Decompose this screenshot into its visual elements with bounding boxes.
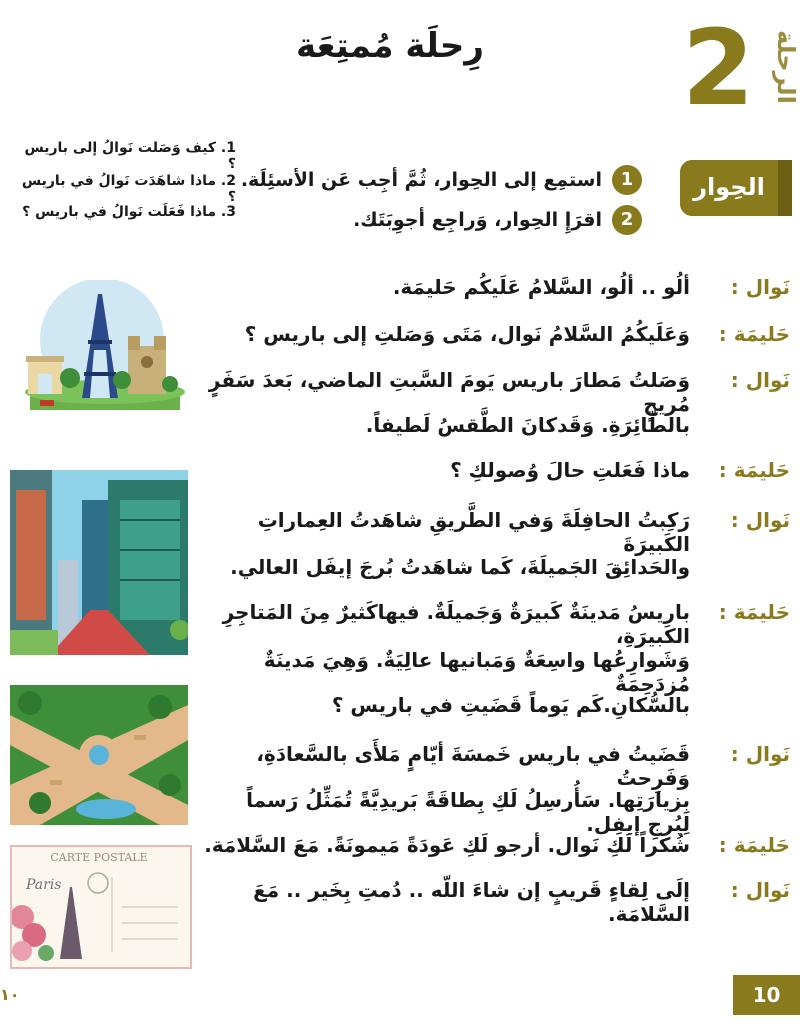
postcard-city: Paris [26,877,62,893]
dialogue-line: شُكراً لَكِ نَوال. أرجو لَكِ عَودَةً مَيمونَةً. مَعَ السَّلامَة. [204,833,690,857]
dialogue-line: وَصَلتُ مَطارَ باريس يَومَ السَّبتِ الماضي، بَعدَ سَفَرٍ مُريحٍ [208,368,690,416]
city-illustration [10,470,188,655]
park-illustration [10,685,188,825]
page-title: رِحلَة مُمتِعَة [296,26,484,66]
speaker-label: نَوال : [730,508,790,532]
instruction-1 [222,165,642,195]
dialogue-line: وَعَلَيكُمُ السَّلامُ نَوال، مَتَى وَصَلتِ إلى باريس ؟ [244,322,690,346]
dialogue-line: والحَدائِقَ الجَميلَةَ، كَما شاهَدتُ بُرجَ إيفَل العالي. [230,555,690,579]
speaker-label: نَوال : [730,368,790,392]
trip-label: الرحلة [772,30,800,104]
speaker-label: نَوال : [730,275,790,299]
instruction-text: استمِع إلى الحِوار، ثُمَّ أجِب عَن الأسئِلَة. [240,169,602,191]
speaker-label: نَوال : [730,742,790,766]
section-tab-tail [778,160,792,216]
section-tab-dialogue: الحِوار [680,160,778,216]
speaker-label: حَليمَة : [718,458,790,482]
question-1: 1. كيف وَصَلت نَوالُ إلى باريس ؟ [24,140,236,172]
instruction-text: اقرَإِ الحِوار، وَراجِع أجوِبَتَك. [353,209,602,231]
instruction-2 [222,205,642,235]
speaker-label: حَليمَة : [718,322,790,346]
dialogue-line: ألُو .. ألُو، السَّلامُ عَلَيكُم حَليمَة. [392,275,690,299]
postcard-drawing [12,847,186,963]
postcard-illustration [10,845,192,969]
dialogue-line: باريسُ مَدينَةٌ كَبيرَةٌ وَجَميلَةٌ. فيهاكَثيرٌ مِنَ المَتاجِرِ الكَبيرَةِ، [222,600,690,648]
dialogue-line: بالطّائِرَةِ. وَقَدكانَ الطَّقسُ لَطيفاً. [365,413,690,437]
speaker-label: حَليمَة : [718,600,790,624]
dialogue-line: ماذا فَعَلتِ حالَ وُصولكِ ؟ [450,458,690,482]
dialogue-line: وَشَوارِعُها واسِعَةٌ وَمَبانيها عالِيَةٌ. وَهِيَ مَدينَةٌ مُزدَحِمَةٌ [263,648,690,696]
page-number: 10 [733,975,800,1015]
question-2: 2. ماذا شاهَدَت نَوالُ في باريس ؟ [21,173,236,205]
dialogue-line: رَكِبتُ الحافِلَةَ وَفي الطَّريقِ شاهَدتُ العِماراتِ الكَبيرَةَ [257,508,690,556]
dialogue-line: بالسُّكانِ.كَم يَوماً قَضَيتِ في باريس ؟ [331,693,690,717]
instruction-number: 2 [612,205,642,235]
instruction-number: 1 [612,165,642,195]
question-3: 3. ماذا فَعَلَت نَوالُ في باريس ؟ [22,204,236,220]
postcard-header: CARTE POSTALE [50,851,148,864]
paris-landmarks-illustration [10,280,188,410]
dialogue-line: إلَى لِقاءٍ قَريبٍ إن شاءَ اللّه .. دُمتِ بِخَير .. مَعَ السَّلامَة. [253,878,690,926]
dialogue-line: بِزيارَتِها. سَأُرسِلُ لَكِ بِطاقَةً بَريدِيَّةً تُمَثِّلُ رَسماً لِبُرجِ إيفِل. [246,788,690,836]
dialogue-line: قَضَيتُ في باريس خَمسَةَ أيّامٍ مَلأَى بالسَّعادَةِ، وَفَرِحتُ [256,742,690,790]
speaker-label: نَوال : [730,878,790,902]
trip-number: 2 [682,7,755,129]
page-number-arabic: ١٠ [0,985,20,1004]
speaker-label: حَليمَة : [718,833,790,857]
